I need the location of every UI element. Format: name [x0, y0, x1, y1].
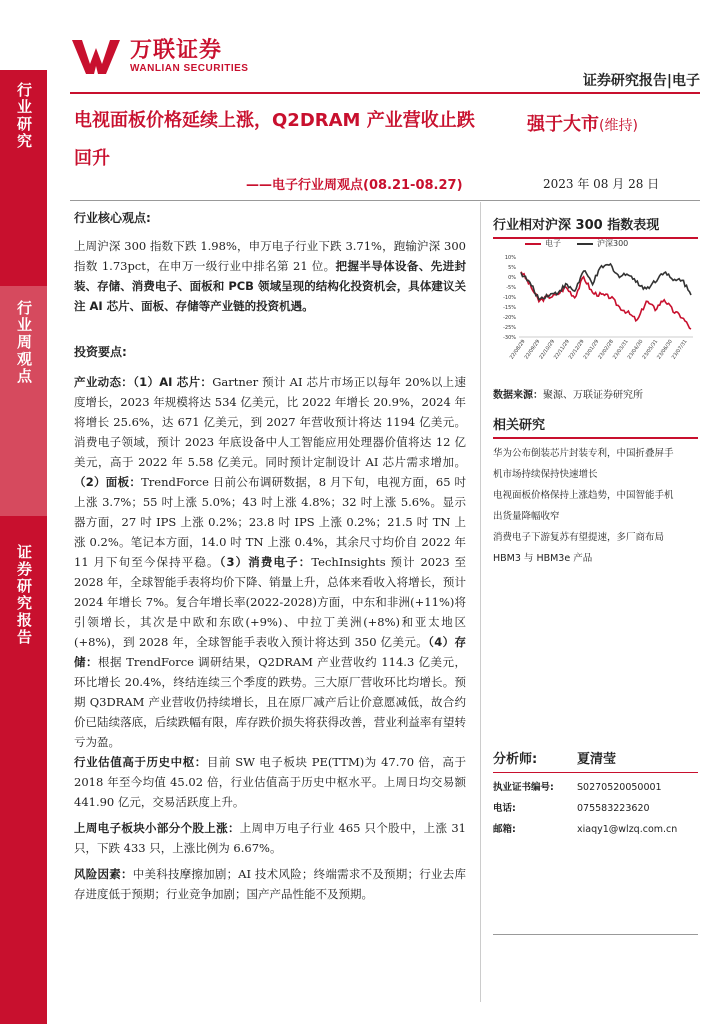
legend-swatch [525, 243, 541, 245]
cert-value: S0270520050001 [577, 782, 662, 793]
report-title: 电视面板价格延续上涨，Q2DRAM 产业营收止跌回升 [74, 110, 475, 169]
company-logo [72, 38, 248, 74]
related-item[interactable]: 电视面板价格保持上涨趋势，中国智能手机 [493, 490, 674, 501]
report-category: 证券研究报告|电子 [582, 73, 700, 89]
sidebar-label: 证券研究报告 [15, 544, 33, 646]
chart-svg [493, 249, 698, 375]
x-tick-label: 22/12/29 [567, 338, 586, 361]
valuation-section [74, 752, 466, 812]
sidebar-segment-report [0, 540, 47, 680]
valuation-text: 目前 SW 电子板块 PE(TTM)为 47.70 倍，高于 2018 年至今均值 45.02 倍，行业估值高于历史中枢水平。上周日均交易额 441.90 亿元，交易活跃度上升。 [74, 755, 467, 809]
column-divider [480, 202, 481, 1002]
panel-text: TrendForce 日前公布调研数据，8 月下旬，电视方面，65 吋上涨 3.7%；55 吋上涨 5.0%；43 吋上涨 4.8%；32 吋上涨 5.6%。显示器方面，27 吋 IPS 上涨 0.2%；23.8 吋 IPS 上涨 0.2%；21.5 吋 TN 上涨 0.2%。笔记本方面，14.0 吋 TN 上涨 0.4%，其余尺寸均价自 2022 年 11 月下旬至今保持平稳。 [74, 475, 466, 569]
storage-label: （4）存储： [74, 635, 466, 669]
sidebar-label: 行业周观点 [15, 300, 33, 385]
x-tick-label: 22/08/29 [508, 338, 527, 361]
logo-en-text: WANLIAN SECURITIES [130, 62, 249, 74]
x-tick-label: 23/06/30 [656, 338, 674, 361]
related-underline [493, 437, 698, 439]
chart-title: 行业相对沪深 300 指数表现 [493, 218, 660, 233]
phone-row [493, 798, 698, 819]
x-tick-label: 23/01/29 [582, 338, 601, 361]
analyst-name-row [493, 750, 698, 773]
series-line-0 [521, 272, 691, 329]
rating-sub: (维持) [599, 118, 638, 134]
stocks-label: 上周电子板块小部分个股上涨： [74, 821, 240, 835]
x-tick-label: 22/11/29 [553, 338, 571, 361]
valuation-label: 行业估值高于历史中枢： [74, 755, 207, 769]
x-tick-label: 23/04/30 [626, 338, 645, 361]
analyst-block [493, 750, 698, 840]
y-tick-label: -10% [503, 295, 516, 301]
email-row [493, 819, 698, 840]
analyst-label: 分析师: [493, 752, 538, 767]
sidebar-segment-industry-research [0, 70, 47, 220]
sidebar-segment-weekly-view [0, 286, 47, 516]
y-tick-label: 10% [504, 255, 516, 261]
stocks-text: 上周申万电子行业 465 只个股中，上涨 31 只，下跌 433 只，上涨比例为 6.67%。 [74, 821, 466, 855]
y-tick-label: -30% [503, 335, 516, 341]
analyst-name: 夏清莹 [577, 752, 617, 767]
y-tick-label: -20% [503, 315, 516, 321]
left-sidebar [0, 70, 47, 1024]
risk-label: 风险因素： [74, 867, 133, 881]
stocks-section [74, 818, 466, 858]
related-item[interactable]: 华为公布倒装芯片封装专利，中国折叠屏手 [493, 448, 674, 459]
investment-points-section [74, 342, 466, 752]
y-tick-label: -25% [503, 325, 516, 331]
core-view-section [74, 208, 466, 316]
index-chart [493, 238, 698, 380]
x-tick-label: 23/02/28 [597, 338, 616, 361]
y-tick-label: 5% [508, 265, 516, 271]
ai-chip-label: （1）AI 芯片： [133, 375, 213, 389]
source-text: 聚源、万联证券研究所 [543, 390, 643, 401]
related-item[interactable]: 机市场持续保持快速增长 [493, 469, 598, 480]
x-tick-label: 22/09/29 [523, 338, 542, 361]
consumer-label: （3）消费电子： [219, 555, 312, 569]
sidebar-label: 行业研究 [15, 82, 33, 150]
ai-chip-text: Gartner 预计 AI 芯片市场正以每年 20%以上速度增长，2023 年规模将达 534 亿美元，比 2022 年增长 20.9%，2024 年将增长 25.6%，达 671 亿美元，到 2027 年营收预计将达 1194 亿美元。消费电子领域，预计 2023 年底设备中人工智能应用处理器价值将达 12 亿美元，高于 2022 年 5.58 亿美元。同时预计定制设计 AI 芯片需求增加。 [74, 375, 467, 469]
storage-text: 根据 TrendForce 调研结果，Q2DRAM 产业营收约 114.3 亿美元，环比增长 20.4%，终结连续三个季度的跌势。三大原厂营收环比均增长。预期 Q3DRAM 产业营收仍持续增长，且在原厂减产后让价意愿减低，故合约价已陆续落底，后续跌幅有限，库存跌价损失将获得改善，营业利益率有望转亏为盈。 [74, 655, 466, 749]
rating [527, 110, 638, 136]
legend-label: 沪深300 [597, 239, 629, 248]
email-label: 邮箱: [493, 824, 516, 835]
related-item[interactable]: HBM3 与 HBM3e 产品 [493, 553, 593, 564]
phone-value: 075583223620 [577, 803, 650, 814]
risk-section [74, 864, 466, 904]
legend-item-electronics [525, 238, 561, 249]
legend-item-hs300 [577, 238, 628, 249]
chart-title-block [493, 214, 698, 239]
right-bottom-divider [493, 934, 698, 935]
core-view-text [74, 236, 466, 316]
risk-text: 中美科技摩擦加剧；AI 技术风险；终端需求不及预期；行业去库存进度低于预期；行业竞争加剧；国产产品性能不及预期。 [74, 867, 467, 901]
related-title: 相关研究 [493, 418, 546, 433]
logo-cn-text: 万联证券 [130, 37, 223, 63]
legend-label: 电子 [545, 239, 561, 248]
cert-row [493, 777, 698, 798]
email-value[interactable]: xiaqy1@wlzq.com.cn [577, 824, 678, 835]
y-tick-label: 0% [508, 275, 516, 281]
core-view-plain: 上周沪深 300 指数下跌 1.98%，申万电子行业下跌 3.71%，跑输沪深 300 指数 1.73pct，在申万一级行业中排名第 21 位。 [74, 239, 466, 273]
x-tick-label: 23/03/31 [611, 338, 630, 361]
industry-dynamics-text [74, 372, 466, 752]
phone-label: 电话: [493, 803, 516, 814]
y-tick-label: -5% [506, 285, 516, 291]
consumer-text: TechInsights 预计 2023 至 2028 年，全球智能手表将均价下降、销量上升，总体来看收入将增长，预计 2024 年增长 7%。复合年增长率(2022-2028)方面，中东和非洲(+11%)将引领增长，其次是中欧和东欧(+9%)、中拉丁美洲(+8%)和亚太地区(+8%)，到 2028 年，全球智能手表收入预计将达到 350 亿美元。 [74, 555, 467, 649]
dynamics-label: 产业动态： [74, 375, 134, 389]
panel-label: （2）面板： [74, 475, 142, 489]
legend-swatch [577, 243, 593, 245]
related-research [493, 414, 698, 569]
core-view-bold: 把握半导体设备、先进封装、存储、消费电子、面板和 PCB 领域呈现的结构化投资机会，具体建议关注 AI 芯片、面板、存储等产业链的投资机遇。 [74, 259, 466, 313]
related-item[interactable]: 消费电子下游复苏有望提速，多厂商布局 [493, 532, 665, 543]
y-tick-label: -15% [503, 305, 516, 311]
related-item[interactable]: 出货量降幅收窄 [493, 511, 560, 522]
source-label: 数据来源： [493, 390, 543, 401]
cert-label: 执业证书编号: [493, 782, 554, 793]
x-tick-label: 22/10/29 [538, 338, 557, 361]
section-divider [70, 200, 700, 201]
report-subtitle: ——电子行业周观点(08.21-08.27) [246, 178, 463, 193]
x-tick-label: 23/07/31 [670, 338, 689, 361]
wanlian-logo-icon [72, 38, 124, 74]
x-tick-label: 23/05/31 [641, 338, 660, 361]
data-source [493, 386, 643, 401]
report-date: 2023 年 08 月 28 日 [543, 177, 660, 191]
core-view-title: 行业核心观点: [74, 211, 151, 225]
chart-legend [525, 238, 698, 249]
header-divider [70, 92, 700, 94]
investment-points-title: 投资要点: [74, 345, 127, 359]
rating-main: 强于大市 [527, 114, 599, 135]
